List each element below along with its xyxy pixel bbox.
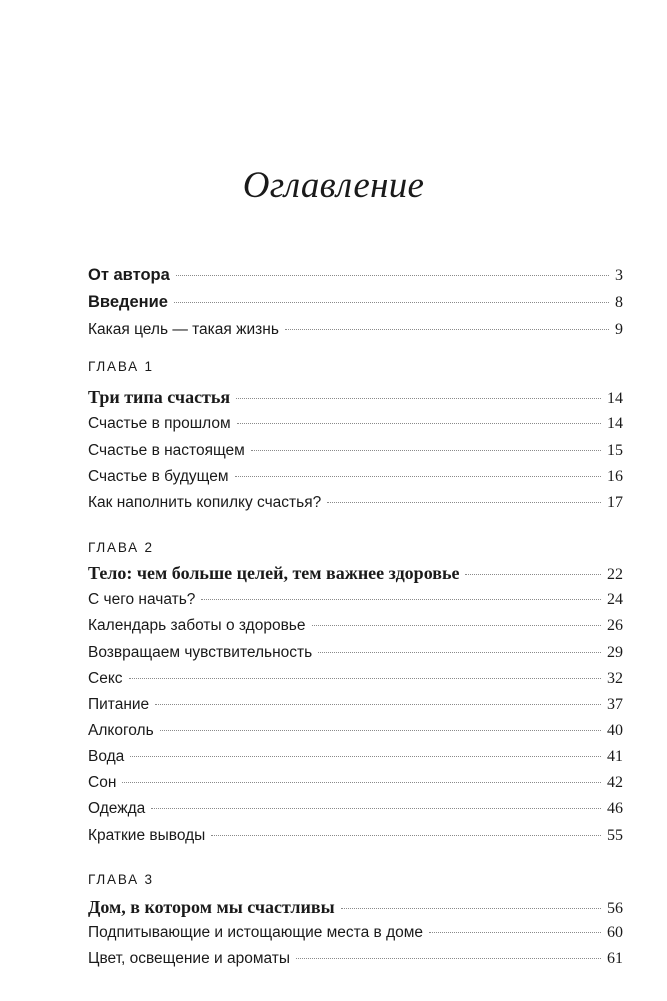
- dot-leader: [201, 599, 601, 600]
- dot-leader: [296, 958, 601, 959]
- toc-entry-label: Счастье в настоящем: [88, 442, 245, 459]
- toc-page-number: 14: [607, 415, 623, 432]
- toc-entry-label: Секс: [88, 670, 123, 687]
- toc-entry-label: Сон: [88, 774, 117, 791]
- toc-entry-label: Подпитывающие и истощающие места в доме: [88, 924, 424, 941]
- toc-entry[interactable]: [88, 746, 623, 768]
- toc-entry-label: Введение: [88, 293, 168, 311]
- dot-leader: [285, 329, 609, 330]
- dot-leader: [312, 625, 602, 626]
- toc-chapter-title[interactable]: [88, 896, 623, 918]
- page-title: Оглавление: [242, 165, 425, 206]
- dot-leader: [341, 908, 601, 909]
- chapter-label: ГЛАВА 1: [88, 359, 154, 374]
- dot-leader: [129, 678, 601, 679]
- dot-leader: [155, 704, 601, 705]
- toc-chapter-title[interactable]: [88, 562, 623, 584]
- toc-entry-label: С чего начать?: [88, 591, 196, 608]
- toc-entry[interactable]: [88, 825, 623, 847]
- toc-entry-label: Цвет, освещение и ароматы: [88, 950, 291, 967]
- dot-leader: [122, 782, 601, 783]
- chapter-label: ГЛАВА 2: [88, 540, 154, 555]
- toc-chapter-title[interactable]: [88, 386, 623, 408]
- dot-leader: [251, 450, 601, 451]
- toc-entry[interactable]: [88, 668, 623, 690]
- dot-leader: [236, 398, 601, 399]
- dot-leader: [176, 275, 609, 276]
- toc-page-number: 15: [607, 442, 623, 459]
- toc-page-number: 56: [607, 900, 623, 917]
- toc-page-number: 3: [615, 267, 623, 284]
- toc-entry-introduction[interactable]: [88, 291, 623, 313]
- toc-entry-label: От автора: [88, 266, 170, 284]
- toc-page-number: 8: [615, 294, 623, 311]
- toc-entry[interactable]: [88, 948, 623, 970]
- toc-entry-label: Возвращаем чувствительность: [88, 644, 313, 661]
- toc-page-number: 41: [607, 748, 623, 765]
- toc-entry-label: Алкоголь: [88, 722, 154, 739]
- dot-leader: [465, 574, 601, 575]
- toc-page-number: 24: [607, 591, 623, 608]
- toc-page-number: 17: [607, 494, 623, 511]
- toc-page-number: 46: [607, 800, 623, 817]
- toc-entry-label: Одежда: [88, 800, 146, 817]
- toc-page-number: 55: [607, 827, 623, 844]
- toc-page-number: 42: [607, 774, 623, 791]
- toc-entry-label: Дом, в котором мы счастливы: [88, 897, 335, 917]
- dot-leader: [160, 730, 601, 731]
- toc-page-number: 14: [607, 390, 623, 407]
- dot-leader: [327, 502, 601, 503]
- toc-page-number: 61: [607, 950, 623, 967]
- toc-page-number: 32: [607, 670, 623, 687]
- toc-entry[interactable]: [88, 922, 623, 944]
- toc-entry-from-author[interactable]: [88, 264, 623, 286]
- dot-leader: [151, 808, 601, 809]
- toc-page-number: 40: [607, 722, 623, 739]
- toc-page-number: 22: [607, 566, 623, 583]
- dot-leader: [237, 423, 601, 424]
- toc-entry[interactable]: [88, 319, 623, 341]
- chapter-label: ГЛАВА 3: [88, 872, 154, 887]
- toc-entry[interactable]: [88, 466, 623, 488]
- toc-entry-label: Какая цель — такая жизнь: [88, 321, 279, 338]
- toc-entry-label: Календарь заботы о здоровье: [88, 617, 306, 634]
- toc-entry[interactable]: [88, 642, 623, 664]
- toc-entry-label: Счастье в прошлом: [88, 415, 231, 432]
- toc-page-number: 16: [607, 468, 623, 485]
- dot-leader: [174, 302, 609, 303]
- toc-entry[interactable]: [88, 589, 623, 611]
- dot-leader: [130, 756, 601, 757]
- toc-entry-label: Счастье в будущем: [88, 468, 229, 485]
- toc-page-number: 37: [607, 696, 623, 713]
- toc-entry[interactable]: [88, 492, 623, 514]
- toc-entry[interactable]: [88, 413, 623, 435]
- toc-page-number: 60: [607, 924, 623, 941]
- toc-page-number: 9: [615, 321, 623, 338]
- dot-leader: [318, 652, 601, 653]
- toc-entry[interactable]: [88, 720, 623, 742]
- dot-leader: [211, 835, 601, 836]
- toc-entry[interactable]: [88, 440, 623, 462]
- dot-leader: [429, 932, 601, 933]
- toc-page-number: 26: [607, 617, 623, 634]
- toc-entry-label: Краткие выводы: [88, 827, 206, 844]
- toc-entry-label: Тело: чем больше целей, тем важнее здоровье: [88, 563, 460, 583]
- toc-entry-label: Вода: [88, 748, 125, 765]
- toc-entry-label: Как наполнить копилку счастья?: [88, 494, 322, 511]
- toc-entry[interactable]: [88, 798, 623, 820]
- toc-entry[interactable]: [88, 615, 623, 637]
- toc-entry[interactable]: [88, 694, 623, 716]
- toc-entry-label: Питание: [88, 696, 150, 713]
- dot-leader: [235, 476, 601, 477]
- toc-entry-label: Три типа счастья: [88, 387, 231, 407]
- toc-page-number: 29: [607, 644, 623, 661]
- toc-entry[interactable]: [88, 772, 623, 794]
